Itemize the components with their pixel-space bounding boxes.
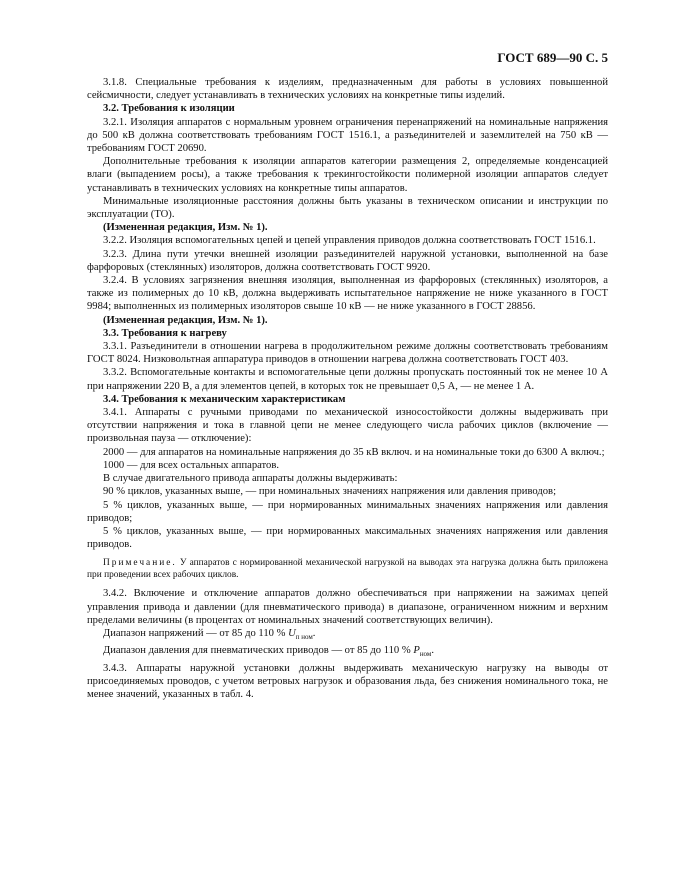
section-heading-3-4: 3.4. Требования к механическим характеристикам: [103, 393, 346, 405]
voltage-range-text: Диапазон напряжений — от 85 до 110 %: [103, 627, 286, 639]
clause-3-4-1-5-min: 5 % циклов, указанных выше, — при нормированных минимальных значениях напряжения или давления приводов;: [87, 499, 608, 524]
clause-3-2-1-additional: Дополнительные требования к изоляции аппаратов категории размещения 2, определяемые конденсацией влаги (выпадением росы), а также требования к трекингостойкости полимерной изоляции аппаратов следует устанавливать в технических условиях на конкретные типы аппаратов.: [87, 156, 608, 194]
clause-3-2-1-distances: Минимальные изоляционные расстояния должны быть указаны в техническом описании и инструкции по эксплуатации (ТО).: [87, 195, 608, 221]
clause-3-4-2-voltage: Диапазон напряжений — от 85 до 110 % $U_{п ном}$.: [103, 627, 316, 642]
clause-3-2-3: 3.2.3. Длина пути утечки внешней изоляции разъединителей наружной установки, выполненной на базе фарфоровых (стеклянных) изоляторов, должна соответствовать ГОСТ 9920.: [87, 248, 608, 273]
pressure-range-text: Диапазон давления для пневматических приводов — от 85 до 110 %: [103, 645, 411, 657]
voltage-subscript: п ном: [295, 633, 313, 642]
pressure-subscript: ном: [419, 650, 432, 659]
note: [87, 557, 608, 581]
note-label: Примечание.: [103, 558, 177, 569]
clause-3-4-1-90: 90 % циклов, указанных выше, — при номинальных значениях напряжения или давления приводов;: [103, 486, 557, 498]
clause-3-4-1-2000: 2000 — для аппаратов на номинальные напряжения до 35 кВ включ. и на номинальные токи до 6300 А включ.;: [103, 446, 605, 458]
section-heading-3-2: 3.2. Требования к изоляции: [103, 103, 235, 115]
section-heading-3-3: 3.3. Требования к нагреву: [103, 327, 227, 339]
amendment-note-2: (Измененная редакция, Изм. № 1).: [103, 314, 268, 326]
pressure-symbol: P: [413, 645, 420, 657]
clause-3-4-1-1000: 1000 — для всех остальных аппаратов.: [103, 459, 279, 471]
amendment-note-1: (Измененная редакция, Изм. № 1).: [103, 222, 268, 234]
voltage-symbol: U: [288, 627, 296, 639]
clause-3-3-2: 3.3.2. Вспомогательные контакты и вспомогательные цепи должны пропускать постоянный ток не менее 10 А при напряжении 220 В, а для элементов цепей, в которых ток не превышает 0,5 А, — не менее 1 А.: [87, 367, 608, 392]
clause-3-4-3: 3.4.3. Аппараты наружной установки должны выдерживать механическую нагрузку на выводы от присоединяемых проводов, с учетом ветровых нагрузок и образования льда, без снижения номинального тока, не менее значений, указанных в табл. 4.: [87, 662, 608, 700]
clause-3-2-2: 3.2.2. Изоляция вспомогательных цепей и цепей управления приводов должна соответствовать ГОСТ 1516.1.: [103, 235, 596, 247]
clause-3-2-1: 3.2.1. Изоляция аппаратов с нормальным уровнем ограничения перенапряжений на номинальные напряжения до 500 кВ должна соответствовать требованиям ГОСТ 1516.1, а разъединителей и заземлителей на 750 кВ — требованиям ГОСТ 20690.: [87, 116, 608, 155]
clause-3-4-2-pressure: Диапазон давления для пневматических приводов — от 85 до 110 % $P_{ном}$.: [103, 645, 435, 659]
clause-3-1-8: 3.1.8. Специальные требования к изделиям, предназначенным для работы в условиях повышенной сейсмичности, следует устанавливать в технических условиях на конкретные типы изделий.: [87, 77, 608, 102]
clause-3-4-2: 3.4.2. Включение и отключение аппаратов должно обеспечиваться при напряжении на зажимах цепей управления привода и давлении (для пневматического привода) в диапазоне, ограниченном нижним и верхним пределами величины (в процентах от номинальных значений соответствующих величин).: [87, 588, 608, 626]
clause-3-4-1: 3.4.1. Аппараты с ручными приводами по механической износостойкости должны выдерживать при отсутствии напряжения и тока в главной цепи не менее следующего числа рабочих циклов (включение — произвольная пауза — отключение):: [87, 407, 608, 445]
document-body: [87, 76, 608, 701]
page-header: ГОСТ 689—90 С. 5: [497, 50, 608, 65]
clause-3-4-1-5-max: 5 % циклов, указанных выше, — при нормированных максимальных значениях напряжения или давления приводов.: [87, 525, 608, 551]
clause-3-4-1-motor: В случае двигательного привода аппараты должны выдерживать:: [103, 473, 398, 485]
clause-3-3-1: 3.3.1. Разъединители в отношении нагрева в продолжительном режиме должны соответствовать требованиям ГОСТ 8024. Низковольтная аппаратура приводов в отношении нагрева должна соответствовать ГОСТ 403.: [87, 341, 608, 366]
clause-3-2-4: 3.2.4. В условиях загрязнения внешняя изоляция, выполненная из фарфоровых (стеклянных) изоляторов, а также из полимерных до 10 кВ, должна выдерживать испытательное напряжение не ниже указанного в ГОСТ 9984; выполненных из полимерных изоляторов свыше 10 кВ — не ниже указанного в ГОСТ 28856.: [87, 275, 608, 313]
note-text: У аппаратов с нормированной механической нагрузкой на выводах эта нагрузка должна быть приложена при проведении всех рабочих циклов.: [87, 558, 609, 581]
